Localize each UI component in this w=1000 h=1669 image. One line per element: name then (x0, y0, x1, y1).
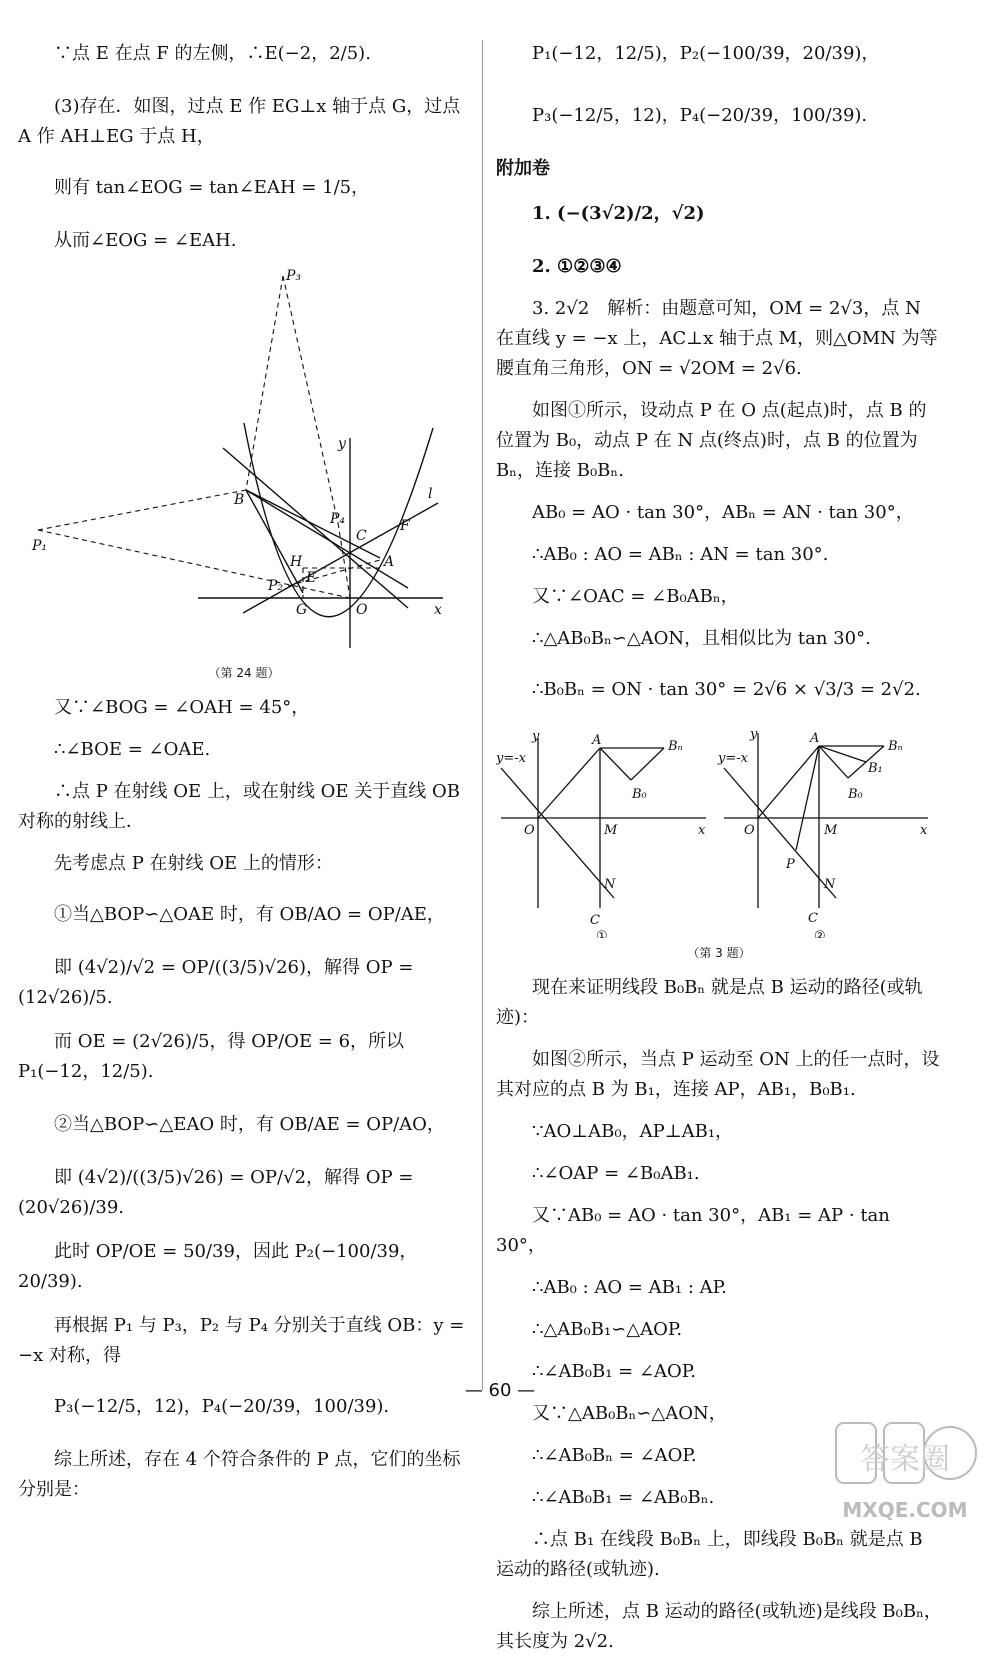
fig3b-label-bn: Bₙ (888, 739, 903, 754)
figure-3 (496, 728, 942, 961)
fig3b-label-c: C (808, 911, 818, 926)
answer-3-line-11: 如图②所示，当点 P 运动至 ON 上的任一点时，设其对应的点 B 为 B₁，连接 AP，AB₁，B₀B₁. (496, 1049, 940, 1100)
fig3b-label-a: A (810, 731, 820, 746)
fig24-label-p4: P₄ (330, 511, 346, 527)
left-line-1: ∵点 E 在点 F 的左侧，∴E(−2，2/5). (54, 43, 371, 64)
fig24-dash-p4o (338, 523, 350, 598)
fig3b-label-n: N (824, 877, 836, 892)
left-line-14: 此时 OP/OE = 50/39，因此 P₂(−100/39，20/39). (18, 1241, 418, 1292)
answer-3-line-13: ∴∠OAP = ∠B₀AB₁. (532, 1163, 700, 1184)
answer-3-line-20: ∴∠AB₀B₁ = ∠AB₀Bₙ. (532, 1487, 715, 1508)
fig3a-label-sub: ① (596, 929, 608, 938)
fig3b-label-yx: y=-x (718, 751, 748, 766)
answer-3-line-9: ∴B₀Bₙ = ON · tan 30° = 2√6 × √3/3 = 2√2. (532, 679, 921, 700)
answer-3-line-5: AB₀ = AO · tan 30°，ABₙ = AN · tan 30°， (532, 502, 914, 523)
answer-3-line-15: ∴AB₀ : AO = AB₁ : AP. (532, 1277, 727, 1298)
fig24-label-h: H (290, 554, 303, 570)
section-heading-appendix: 附加卷 (496, 158, 550, 179)
fig3b-label-y: y (750, 728, 758, 742)
fig24-dash-p1b (38, 490, 246, 530)
fig24-line-b1 (246, 490, 408, 588)
fig24-line-b2 (246, 490, 380, 558)
fig3a-line-ab0 (600, 748, 631, 780)
left-line-11: 而 OE = (2√26)/5，得 OP/OE = 6，所以 P₁(−12，12/5). (18, 1031, 405, 1082)
fig3a-line-yx (501, 768, 614, 898)
fig24-label-p2: P₂ (268, 578, 284, 594)
page-number: — 60 — (464, 1380, 536, 1401)
fig24-label-o: O (356, 602, 368, 618)
fig24-label-g: G (296, 602, 308, 618)
answer-3-line-6: ∴AB₀ : AO = ABₙ : AN = tan 30°. (532, 544, 829, 565)
fig24-label-p3: P₃ (286, 268, 302, 284)
fig3b-label-x: x (920, 823, 928, 838)
watermark-glyphs: 答案圈 (860, 1442, 950, 1477)
fig24-label-a: A (384, 554, 395, 570)
fig3a-label-x: x (698, 823, 706, 838)
fig3b-line-ap (796, 746, 819, 850)
answer-3-line-22: 综上所述，点 B 运动的路径(或轨迹)是线段 B₀Bₙ，其长度为 2√2. (496, 1601, 942, 1652)
figure-24-caption: （第 24 题） (208, 666, 280, 680)
left-line-7: ∴点 P 在射线 OE 上，或在射线 OE 关于直线 OB 对称的射线上． (18, 781, 460, 832)
left-line-4: 从而∠EOG = ∠EAH. (54, 230, 237, 251)
left-column (18, 30, 470, 1517)
left-line-10: 即 (4√2)/√2 = OP/((3/5)√26)，解得 OP = (12√26)/5. (18, 957, 414, 1008)
answer-3-line-21: ∴点 B₁ 在线段 B₀Bₙ 上，即线段 B₀Bₙ 就是点 B 运动的路径(或轨迹). (496, 1529, 923, 1580)
answer-3-line-14: 又∵AB₀ = AO · tan 30°，AB₁ = AP · tan 30°， (496, 1205, 890, 1256)
fig24-label-c: C (356, 528, 367, 544)
left-line-5: 又∵∠BOG = ∠OAH = 45°， (54, 697, 310, 718)
answer-3-line-18: 又∵△AB₀Bₙ∽△AON， (532, 1403, 727, 1424)
right-line-1: P₁(−12，12/5)，P₂(−100/39，20/39)， (532, 43, 880, 64)
fig24-label-p1: P₁ (32, 538, 48, 554)
fig3b-line-ao (758, 746, 819, 818)
left-line-12: ②当△BOP∽△EAO 时，有 OB/AE = OP/AO， (54, 1114, 445, 1135)
left-line-6: ∴∠BOE = ∠OAE. (54, 739, 211, 760)
answer-3-line-16: ∴△AB₀B₁∽△AOP. (532, 1319, 683, 1340)
answer-3-line-10: 现在来证明线段 B₀Bₙ 就是点 B 运动的路径(或轨迹)： (496, 977, 923, 1028)
fig3a-label-b0: B₀ (632, 787, 647, 802)
fig3a-line-ao (538, 748, 600, 818)
fig3a-label-bn: Bₙ (668, 739, 683, 754)
fig3b-label-b0: B₀ (848, 787, 863, 802)
fig3a-label-yx: y=-x (496, 751, 526, 766)
fig3a-label-y: y (532, 729, 540, 744)
fig24-label-l: l (428, 486, 433, 502)
figure-24 (18, 268, 470, 681)
fig3b-label-p: P (786, 857, 795, 872)
right-line-2: P₃(−12/5，12)，P₄(−20/39，100/39). (532, 105, 868, 126)
fig24-label-b: B (234, 492, 245, 508)
left-line-17: 综上所述，存在 4 个符合条件的 P 点，它们的坐标分别是： (18, 1449, 461, 1500)
figure-3-caption: （第 3 题） (687, 946, 751, 960)
fig3a-label-c: C (590, 913, 600, 928)
fig3a-label-a: A (592, 733, 602, 748)
answer-2: 2. ①②③④ (532, 256, 622, 277)
fig3b-label-m: M (824, 823, 838, 838)
answer-3-line-19: ∴∠AB₀Bₙ = ∠AOP. (532, 1445, 697, 1466)
answer-3-line-17: ∴∠AB₀B₁ = ∠AOP. (532, 1361, 696, 1382)
figure-3-diagram (496, 728, 942, 938)
fig3b-label-o: O (744, 823, 755, 838)
fig24-label-f: F (400, 518, 410, 534)
column-divider (482, 40, 483, 1390)
fig3a-line-b0bn (631, 748, 664, 780)
watermark-text: MXQE.COM (842, 1498, 968, 1522)
fig3a-label-m: M (604, 823, 618, 838)
fig24-label-e: E (306, 570, 317, 586)
fig3a-label-n: N (604, 877, 616, 892)
fig3b-label-sub: ② (814, 929, 826, 938)
left-line-2: (3)存在．如图，过点 E 作 EG⊥x 轴于点 G，过点 A 作 AH⊥EG 于点 H， (18, 96, 461, 147)
answer-3: 3. 2√2 解析：由题意可知，OM = 2√3，点 N 在直线 y = −x 上，AC⊥x 轴于点 M，则△OMN 为等腰直角三角形，ON = √2OM = 2√6. (496, 298, 938, 379)
watermark-logo (830, 1417, 980, 1527)
answer-1: 1. (−(3√2)/2，√2) (532, 203, 705, 224)
fig24-dash-p3p4 (283, 276, 338, 523)
fig24-label-y: y (338, 436, 346, 452)
figure-24-diagram (18, 268, 470, 658)
fig24-label-x: x (434, 602, 442, 618)
answer-3-line-12: ∵AO⊥AB₀，AP⊥AB₁， (532, 1121, 734, 1142)
left-line-13: 即 (4√2)/((3/5)√26) = OP/√2，解得 OP = (20√26)/39. (18, 1167, 414, 1218)
answer-3-line-8: ∴△AB₀Bₙ∽△AON，且相似比为 tan 30°. (532, 628, 871, 649)
answer-3-line-7: 又∵∠OAC = ∠B₀ABₙ， (532, 586, 739, 607)
fig3b-label-b1: B₁ (868, 761, 883, 776)
fig24-dash-p3b (246, 276, 283, 490)
left-line-3: 则有 tan∠EOG = tan∠EAH = 1/5， (54, 177, 370, 198)
left-line-16: P₃(−12/5，12)，P₄(−20/39，100/39). (54, 1396, 390, 1417)
left-line-15: 再根据 P₁ 与 P₃，P₂ 与 P₄ 分别关于直线 OB：y = −x 对称，得 (18, 1315, 465, 1366)
left-line-9: ①当△BOP∽△OAE 时，有 OB/AO = OP/AE， (54, 904, 445, 925)
answer-3-para-2: 如图①所示，设动点 P 在 O 点(起点)时，点 B 的位置为 B₀，动点 P 在 N 点(终点)时，点 B 的位置为 Bₙ，连接 B₀Bₙ. (496, 400, 927, 481)
fig3a-label-o: O (524, 823, 535, 838)
left-line-8: 先考虑点 P 在射线 OE 上的情形： (54, 853, 333, 874)
